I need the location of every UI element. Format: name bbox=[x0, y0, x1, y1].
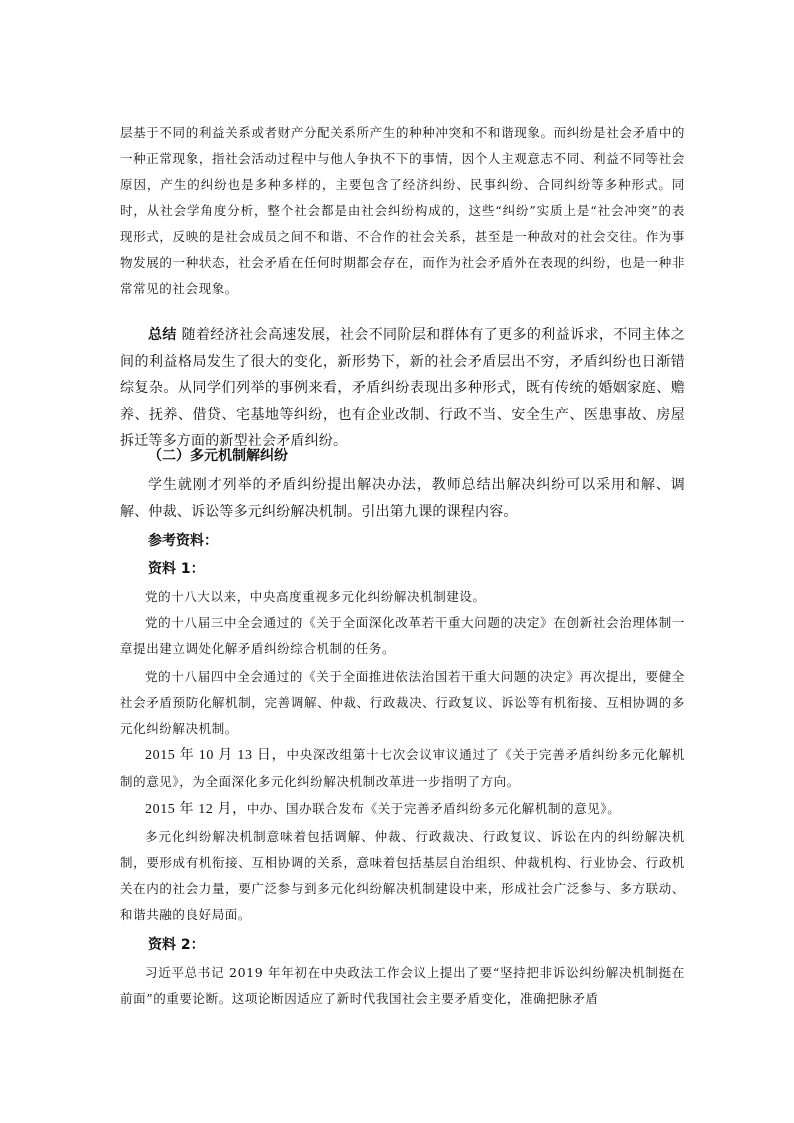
paragraph-students: 学生就刚才列举的矛盾纠纷提出解决办法，教师总结出解决纠纷可以采用和解、调解、仲裁、诉讼等多元纠纷解决机制。引出第九课的课程内容。 bbox=[120, 477, 685, 520]
material-1-paragraph-1: 党的十八大以来，中央高度重视多元化纠纷解决机制建设。 bbox=[145, 589, 486, 604]
date-2015-12: 2015 年 12 月， bbox=[145, 802, 247, 817]
material-2-paragraph-1: 习近平总书记 2019 年年初在中央政法工作会议上提出了要“坚持把非诉讼纠纷解决机制挺在前面”的重要论断。这项论断因适应了新时代我国社会主要矛盾变化，准确把脉矛盾 bbox=[120, 965, 685, 1006]
material-1-paragraph-5-text: 中办、国办联合发布《关于完善矛盾纠纷多元化解机制的意见》。 bbox=[246, 801, 621, 816]
material-1-paragraph-6: 多元化纠纷解决机制意味着包括调解、仲裁、行政裁决、行政复议、诉讼在内的纠纷解决机制，要形成有机衔接、互相协调的关系，意味着包括基层自治组织、仲裁机构、行业协会、行政机关在内的社会力量，要广泛参与到多元化纠纷解决机制建设中来，形成社会广泛参与、多方联动、和谐共融的良好局面。 bbox=[120, 829, 685, 922]
material-1-paragraph-4-text: 中央深改组第十七次会议审议通过了《关于完善矛盾纠纷多元化解机制的意见》，为全面深化多元化纠纷解决机制改革进一步指明了方向。 bbox=[120, 747, 685, 789]
material-1-paragraph-4 bbox=[120, 742, 685, 795]
material-1-heading: 资料 1： bbox=[148, 561, 205, 577]
date-2015-10-13: 2015 年 10 月 13 日， bbox=[145, 748, 287, 763]
paragraph-summary bbox=[120, 322, 685, 455]
material-1-paragraph-5 bbox=[120, 796, 685, 823]
reference-heading: 参考资料： bbox=[148, 533, 218, 549]
paragraph-social-conflict: 层基于不同的利益关系或者财产分配关系所产生的种种冲突和不和谐现象。而纠纷是社会矛盾中的一种正常现象，指社会活动过程中与他人争执不下的事情，因个人主观意志不同、利益不同等社会原因，产生的纠纷也是多种多样的，主要包含了经济纠纷、民事纠纷、合同纠纷等多种形式。同时，从社会学角度分析，整个社会都是由社会纠纷构成的，这些“纠纷”实质上是“社会冲突”的表现形式，反映的是社会成员之间不和谐、不合作的社会关系，甚至是一种敌对的社会交往。作为事物发展的一种状态，社会矛盾在任何时期都会存在，而作为社会矛盾外在表现的纠纷，也是一种非常常见的社会现象。 bbox=[120, 125, 685, 296]
summary-label: 总结 bbox=[148, 327, 177, 343]
section-heading: （二）多元机制解纠纷 bbox=[148, 448, 288, 464]
material-1-paragraph-2: 党的十八届三中全会通过的《关于全面深化改革若干重大问题的决定》在创新社会治理体制一章提出建立调处化解矛盾纠纷综合机制的任务。 bbox=[120, 615, 685, 656]
material-1-paragraph-3: 党的十八届四中全会通过的《关于全面推进依法治国若干重大问题的决定》再次提出，要健全社会矛盾预防化解机制，完善调解、仲裁、行政裁决、行政复议、诉讼等有机衔接、互相协调的多元化纠纷解决机制。 bbox=[120, 669, 685, 736]
summary-text: 随着经济社会高速发展，社会不同阶层和群体有了更多的利益诉求，不同主体之间的利益格局发生了很大的变化，新形势下，新的社会矛盾层出不穷，矛盾纠纷也日渐错综复杂。从同学们列举的事例来看，矛盾纠纷表现出多种形式，既有传统的婚姻家庭、赡养、抚养、借贷、宅基地等纠纷，也有企业改制、行政不当、安全生产、医患事故、房屋拆迁等多方面的新型社会矛盾纠纷。 bbox=[120, 327, 685, 449]
material-2-heading: 资料 2： bbox=[148, 937, 205, 953]
